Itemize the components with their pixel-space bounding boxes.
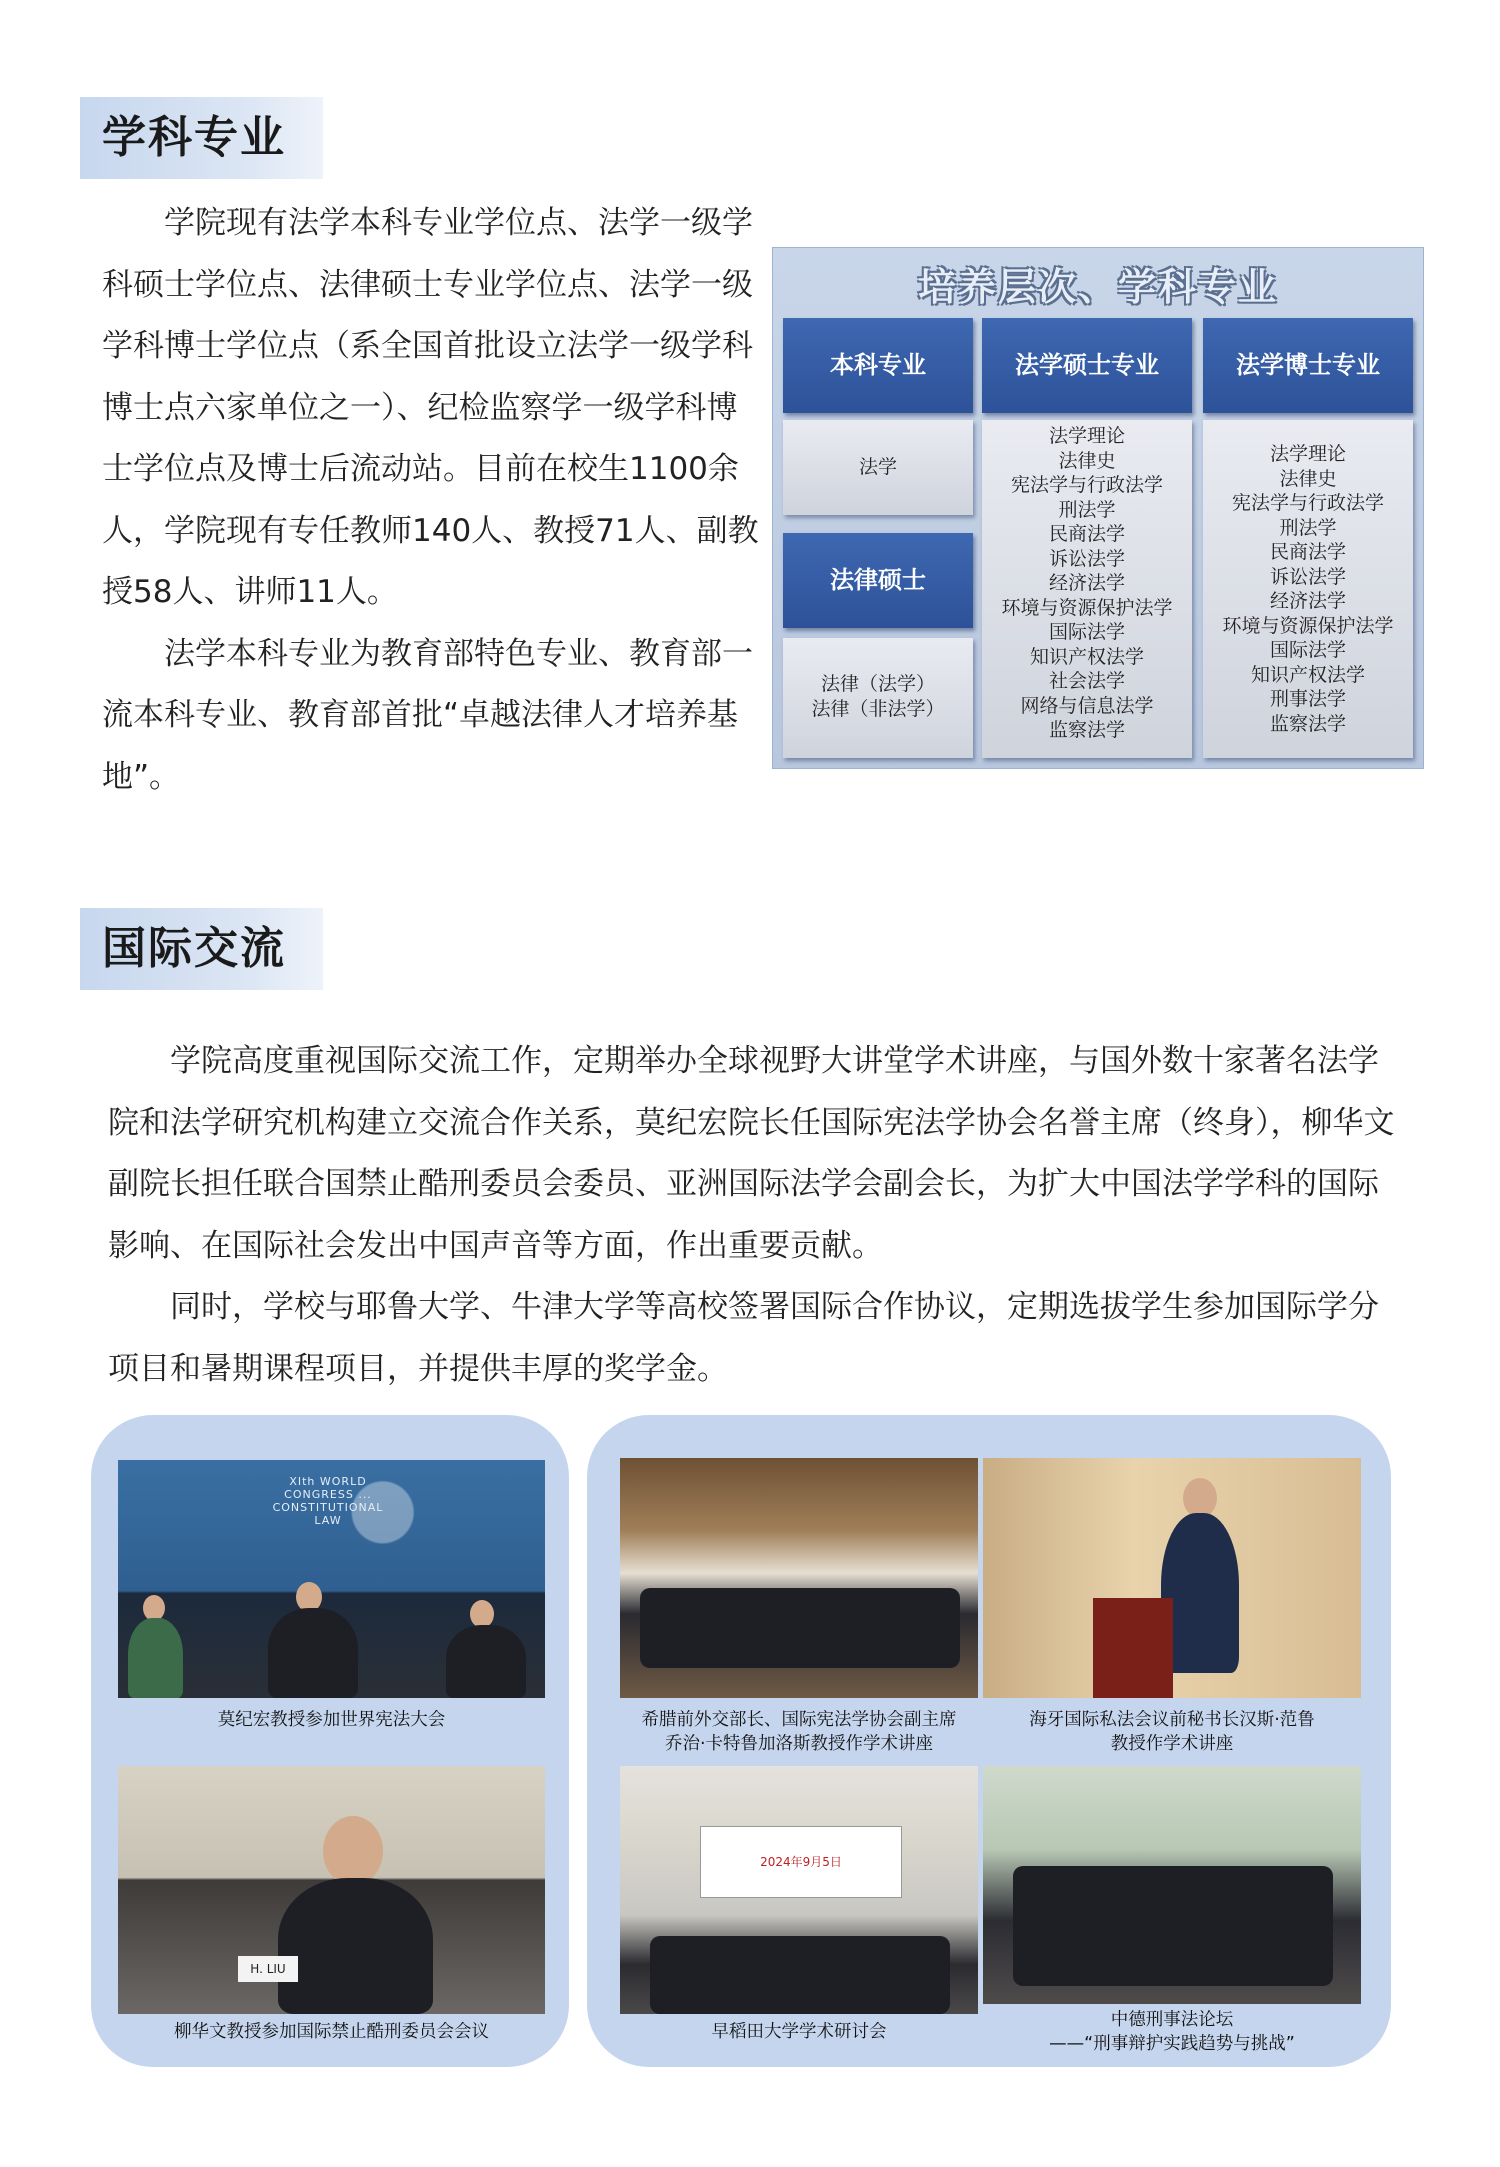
master-item: 知识产权法学 [1029, 645, 1144, 668]
phd-item: 诉讼法学 [1269, 565, 1346, 588]
photo-sino-german-forum [983, 1766, 1361, 2004]
international-text [108, 1031, 1398, 1400]
undergrad-header: 本科专业 [783, 318, 973, 413]
person-head [470, 1600, 494, 1628]
master-item: 法学理论 [1048, 425, 1125, 447]
phd-item: 刑事法学 [1269, 688, 1346, 710]
master-item: 诉讼法学 [1048, 547, 1125, 570]
caption-line: 莫纪宏教授参加世界宪法大会 [217, 1710, 446, 1730]
nameplate: H. LIU [238, 1956, 298, 1982]
projection-screen [700, 1826, 902, 1898]
section-heading-international: 国际交流 [80, 908, 323, 990]
phd-item: 经济法学 [1269, 590, 1346, 612]
subjects-paragraph-2: 法学本科专业为教育部特色专业、教育部一流本科专业、教育部首批“卓越法律人才培养基地”。 [102, 635, 753, 795]
person-shape [278, 1878, 433, 2014]
jm-item: 法律（法学） [820, 673, 935, 695]
audience-group [640, 1588, 960, 1668]
photo-cat-meeting [118, 1766, 545, 2014]
caption-sino-german-forum [975, 2008, 1369, 2056]
caption-world-congress [118, 1708, 545, 1732]
phd-item: 法律史 [1279, 467, 1337, 490]
photo-van-loon-lecture [983, 1458, 1361, 1698]
phd-item: 国际法学 [1269, 639, 1346, 661]
phd-item: 刑法学 [1279, 516, 1337, 539]
caption-line: 乔治·卡特鲁加洛斯教授作学术讲座 [664, 1734, 934, 1754]
screen-text: 2024年9月5日 [760, 1855, 842, 1869]
master-item: 监察法学 [1048, 719, 1125, 741]
jm-body [783, 638, 973, 758]
subjects-paragraph-1: 学院现有法学本科专业学位点、法学一级学科硕士学位点、法律硕士专业学位点、法学一级学科博士学位点（系全国首批设立法学一级学科博士点六家单位之一）、纪检监察学一级学科博士学位点及博士后流动站。目前在校生1100余人，学院现有专任教师140人、教授71人、副教授58人、讲师11人。 [102, 205, 759, 610]
international-paragraph-2: 同时，学校与耶鲁大学、牛津大学等高校签署国际合作协议，定期选拔学生参加国际学分项目和暑期课程项目，并提供丰厚的奖学金。 [108, 1289, 1379, 1387]
diagram-title: 培养层次、学科专业 [917, 265, 1278, 309]
phd-item: 宪法学与行政法学 [1231, 492, 1384, 514]
jm-header: 法律硕士 [783, 533, 973, 628]
master-item: 刑法学 [1058, 498, 1116, 521]
master-item: 宪法学与行政法学 [1010, 474, 1163, 496]
person-head [1183, 1478, 1217, 1518]
master-item: 经济法学 [1048, 572, 1125, 594]
caption-waseda-seminar [612, 2020, 986, 2044]
section-heading-subjects: 学科专业 [80, 97, 323, 179]
caption-line: 柳华文教授参加国际禁止酷刑委员会会议 [174, 2022, 489, 2042]
master-item: 环境与资源保护法学 [1001, 596, 1173, 619]
master-item: 社会法学 [1048, 670, 1125, 692]
international-paragraph-1: 学院高度重视国际交流工作，定期举办全球视野大讲堂学术讲座，与国外数十家著名法学院和法学研究机构建立交流合作关系，莫纪宏院长任国际宪法学协会名誉主席（终身），柳华文副院长担任联合国禁止酷刑委员会委员、亚洲国际法学会副会长，为扩大中国法学学科的国际影响、在国际社会发出中国声音等方面，作出重要贡献。 [108, 1043, 1395, 1264]
caption-line: 早稻田大学学术研讨会 [711, 2022, 887, 2042]
degree-levels-diagram [772, 247, 1424, 769]
photo-world-congress [118, 1460, 545, 1698]
master-body [982, 420, 1192, 758]
podium [1093, 1598, 1173, 1698]
subjects-text [102, 193, 762, 808]
caption-line: 中德刑事法论坛 [1110, 2010, 1234, 2030]
phd-header: 法学博士专业 [1203, 318, 1413, 413]
phd-item: 民商法学 [1269, 541, 1346, 563]
person-shape [268, 1608, 358, 1698]
phd-item: 法学理论 [1269, 443, 1346, 465]
master-item: 民商法学 [1048, 523, 1125, 545]
master-item: 国际法学 [1048, 621, 1125, 643]
person-shape [446, 1625, 526, 1698]
photo-katrougalos-lecture [620, 1458, 978, 1698]
master-header: 法学硕士专业 [982, 318, 1192, 413]
photo-banner-text: XIth WORLD CONGRESS ... CONSTITUTIONAL LAW [272, 1475, 384, 1527]
caption-cat-meeting [118, 2020, 545, 2044]
caption-line: ——“刑事辩护实践趋势与挑战” [1049, 2034, 1295, 2054]
phd-item: 知识产权法学 [1250, 663, 1365, 686]
caption-katrougalos-lecture [612, 1708, 986, 1756]
photo-waseda-seminar [620, 1766, 978, 2014]
undergrad-item: 法学 [858, 456, 897, 478]
caption-line: 希腊前外交部长、国际宪法学协会副主席 [641, 1710, 957, 1730]
phd-item: 环境与资源保护法学 [1222, 614, 1394, 637]
master-item: 法律史 [1058, 449, 1116, 472]
participants-group [650, 1936, 950, 2014]
master-item: 网络与信息法学 [1020, 694, 1154, 717]
undergrad-body [783, 420, 973, 515]
person-shape [128, 1618, 183, 1698]
phd-body [1203, 420, 1413, 758]
caption-line: 教授作学术讲座 [1110, 1734, 1234, 1754]
jm-item: 法律（非法学） [811, 697, 945, 720]
caption-van-loon-lecture [975, 1708, 1369, 1756]
caption-line: 海牙国际私法会议前秘书长汉斯·范鲁 [1029, 1710, 1315, 1730]
phd-item: 监察法学 [1269, 712, 1346, 735]
person-head [323, 1816, 383, 1886]
participants-group [1013, 1866, 1333, 1986]
